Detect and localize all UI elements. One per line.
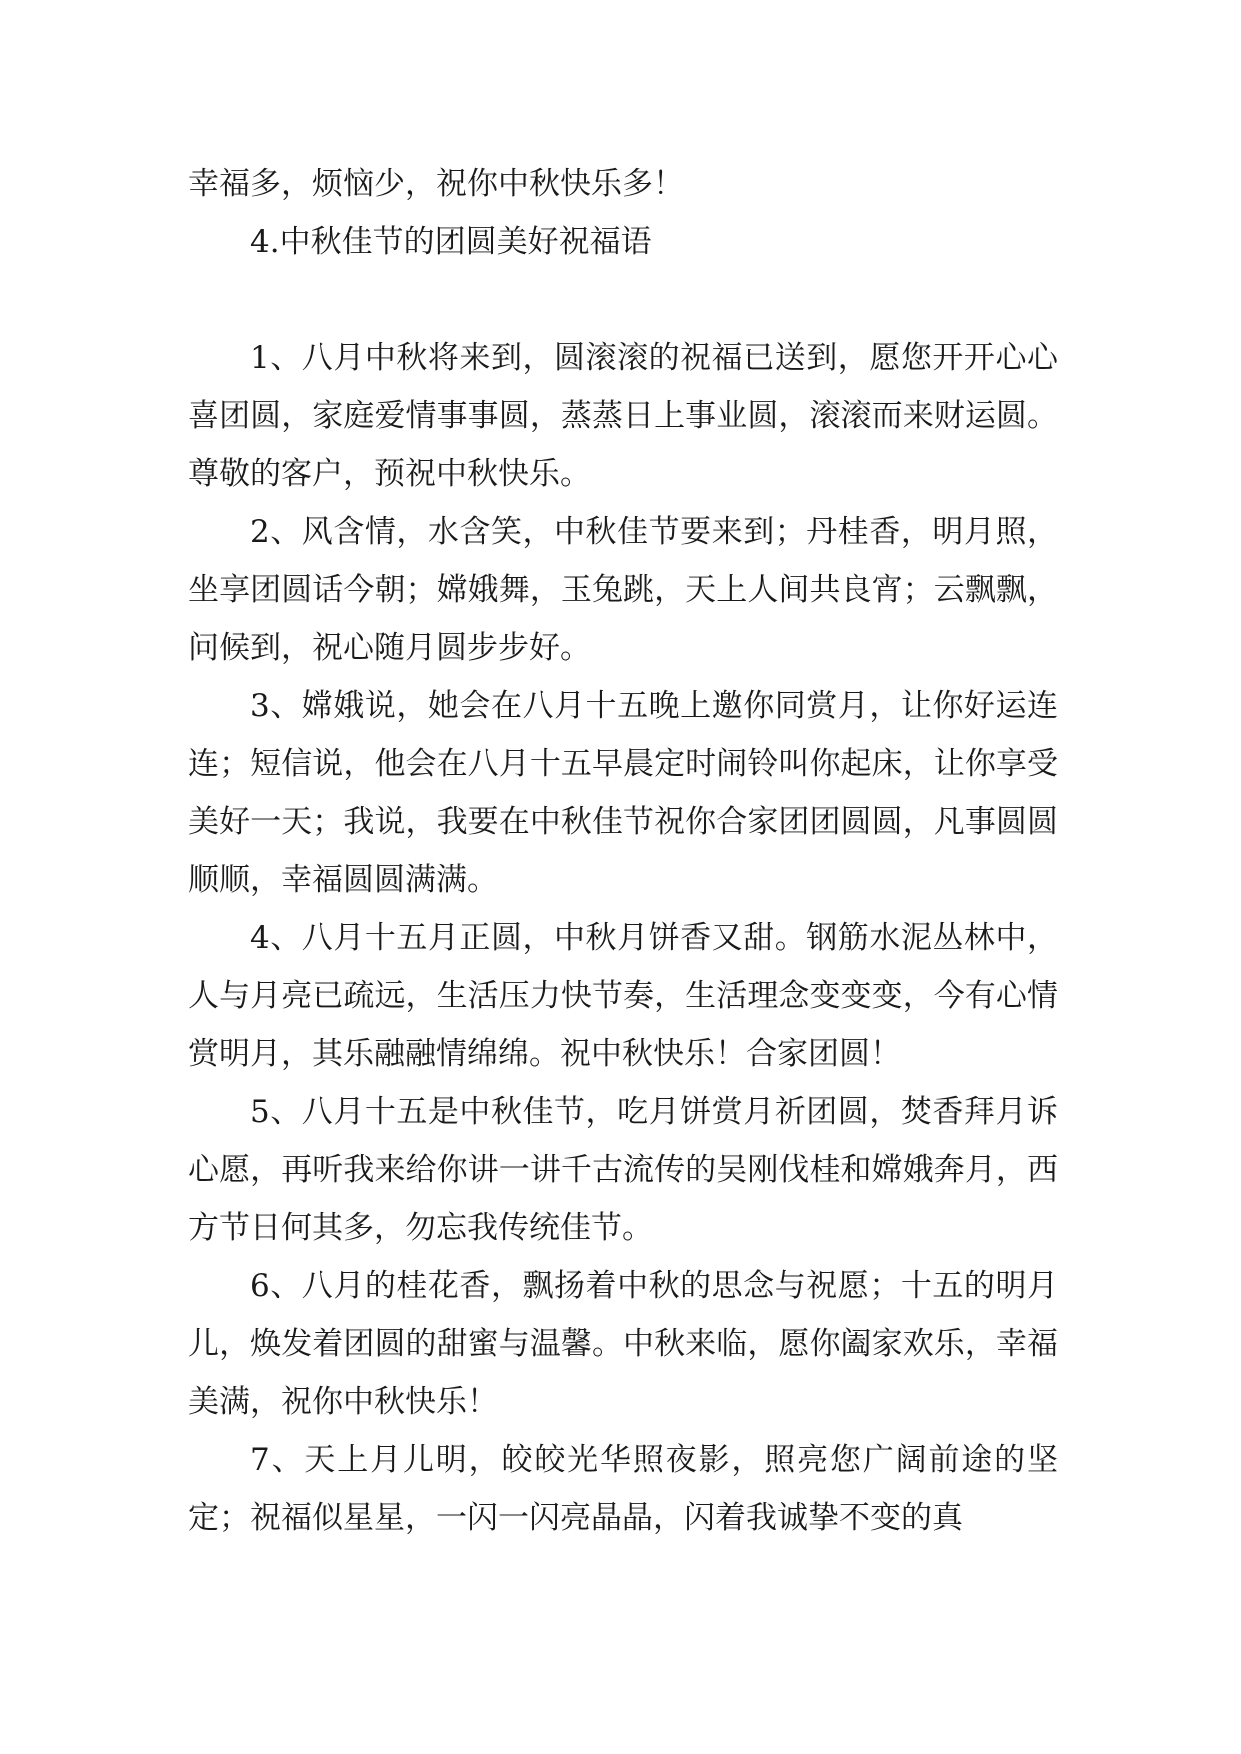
document-body (188, 155, 1058, 1547)
paragraph-3: 3、嫦娥说，她会在八月十五晚上邀你同赏月，让你好运连连；短信说，他会在八月十五早晨定时闹铃叫你起床，让你享受美好一天；我说，我要在中秋佳节祝你合家团团圆圆，凡事圆圆顺顺，幸福圆圆满满。 (188, 688, 1058, 898)
paragraph-6: 6、八月的桂花香，飘扬着中秋的思念与祝愿；十五的明月儿，焕发着团圆的甜蜜与温馨。中秋来临，愿你阖家欢乐，幸福美满，祝你中秋快乐！ (188, 1268, 1058, 1420)
paragraph-7: 7、天上月儿明，皎皎光华照夜影，照亮您广阔前途的坚定；祝福似星星，一闪一闪亮晶晶，闪着我诚挚不变的真 (188, 1442, 1058, 1536)
paragraph-5: 5、八月十五是中秋佳节，吃月饼赏月祈团圆，焚香拜月诉心愿，再听我来给你讲一讲千古流传的吴刚伐桂和嫦娥奔月，西方节日何其多，勿忘我传统佳节。 (188, 1094, 1058, 1246)
blank-line (188, 271, 1058, 329)
paragraph-1: 1、八月中秋将来到，圆滚滚的祝福已送到，愿您开开心心喜团圆，家庭爱情事事圆，蒸蒸日上事业圆，滚滚而来财运圆。尊敬的客户，预祝中秋快乐。 (188, 340, 1058, 492)
lead-line: 幸福多，烦恼少，祝你中秋快乐多！ (188, 166, 684, 202)
section-heading: 4.中秋佳节的团圆美好祝福语 (250, 224, 652, 260)
paragraph-4: 4、八月十五月正圆，中秋月饼香又甜。钢筋水泥丛林中，人与月亮已疏远，生活压力快节奏，生活理念变变变，今有心情赏明月，其乐融融情绵绵。祝中秋快乐！合家团圆！ (188, 920, 1058, 1072)
paragraph-2: 2、风含情，水含笑，中秋佳节要来到；丹桂香，明月照，坐享团圆话今朝；嫦娥舞，玉兔跳，天上人间共良宵；云飘飘，问候到，祝心随月圆步步好。 (188, 514, 1058, 666)
